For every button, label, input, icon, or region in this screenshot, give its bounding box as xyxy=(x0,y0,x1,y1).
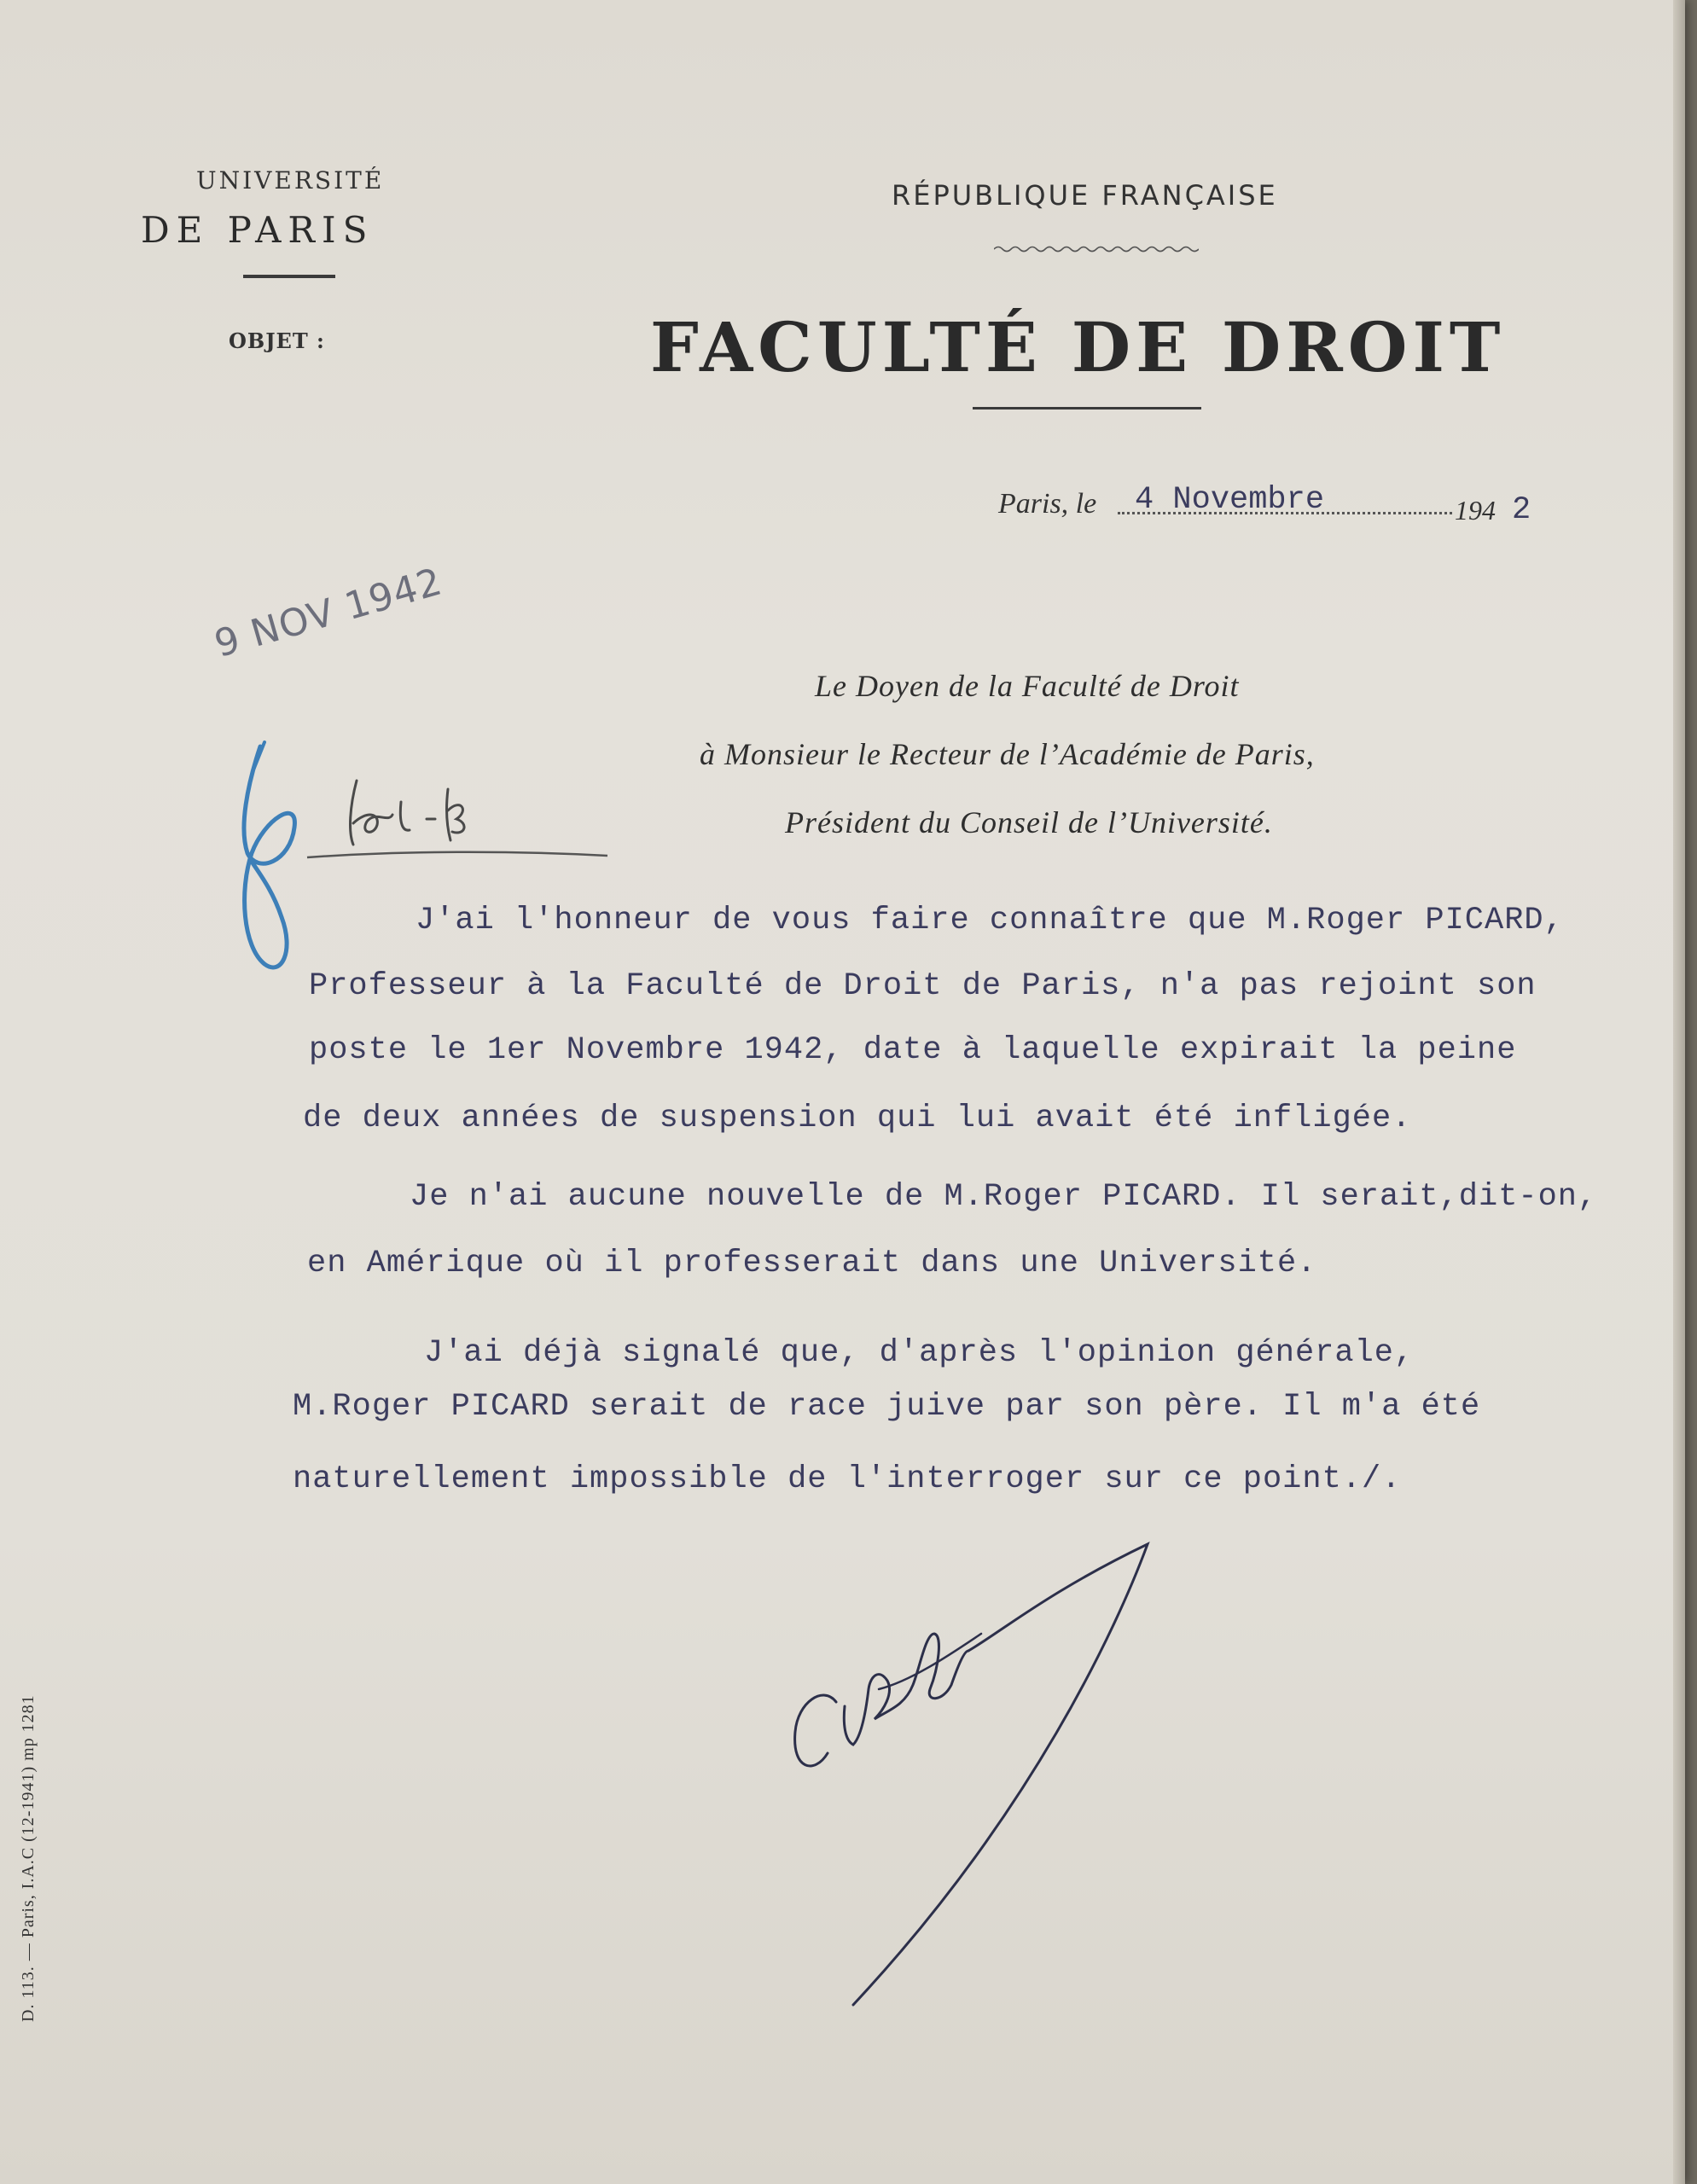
address-line-3: Président du Conseil de l’Université. xyxy=(785,805,1273,839)
university-rule xyxy=(243,275,335,278)
address-line-2: à Monsieur le Recteur de l’Académie de Paris, xyxy=(700,737,1315,771)
dateline-day-month: 4 Novembre xyxy=(1135,482,1325,518)
republic-heading: RÉPUBLIQUE FRANÇAISE xyxy=(892,179,1278,212)
dateline-year-typed: 2 xyxy=(1512,492,1531,528)
dean-signature xyxy=(776,1540,1177,2018)
body-line-2: Professeur à la Faculté de Droit de Paris, n'a pas rejoint son xyxy=(309,968,1537,1004)
body-line-8: M.Roger PICARD serait de race juive par son père. Il m'a été xyxy=(293,1389,1481,1425)
objet-label: OBJET : xyxy=(229,328,325,353)
dateline-year-printed: 194 xyxy=(1455,495,1496,526)
faculty-rule xyxy=(973,407,1201,410)
received-date-stamp: 9 NOV 1942 xyxy=(209,560,448,666)
faculty-title: FACULTÉ DE DROIT xyxy=(650,307,1506,387)
address-line-1: Le Doyen de la Faculté de Droit xyxy=(815,669,1240,703)
body-line-1: J'ai l'honneur de vous faire connaître que M.Roger PICARD, xyxy=(416,903,1564,938)
body-line-9: naturellement impossible de l'interroger sur ce point./. xyxy=(293,1461,1402,1497)
dateline-prefix: Paris, le xyxy=(998,488,1097,520)
republic-ornament xyxy=(994,244,1199,254)
pencil-initials xyxy=(299,772,614,866)
body-line-7: J'ai déjà signalé que, d'après l'opinion générale, xyxy=(424,1335,1415,1371)
university-label: UNIVERSITÉ xyxy=(196,166,385,195)
body-line-6: en Amérique où il professerait dans une Université. xyxy=(307,1246,1317,1281)
university-name: DE PARIS xyxy=(141,209,375,251)
printer-imprint: D. 113. — Paris, I.A.C (12-1941) mp 1281 xyxy=(19,1694,38,2022)
body-line-5: Je n'ai aucune nouvelle de M.Roger PICARD. Il serait,dit-on, xyxy=(410,1179,1598,1215)
body-line-3: poste le 1er Novembre 1942, date à laquelle expirait la peine xyxy=(309,1032,1517,1068)
paper-edge xyxy=(1673,0,1685,2184)
dateline-dots xyxy=(1118,512,1452,514)
body-line-4: de deux années de suspension qui lui avait été infligée. xyxy=(303,1101,1412,1136)
